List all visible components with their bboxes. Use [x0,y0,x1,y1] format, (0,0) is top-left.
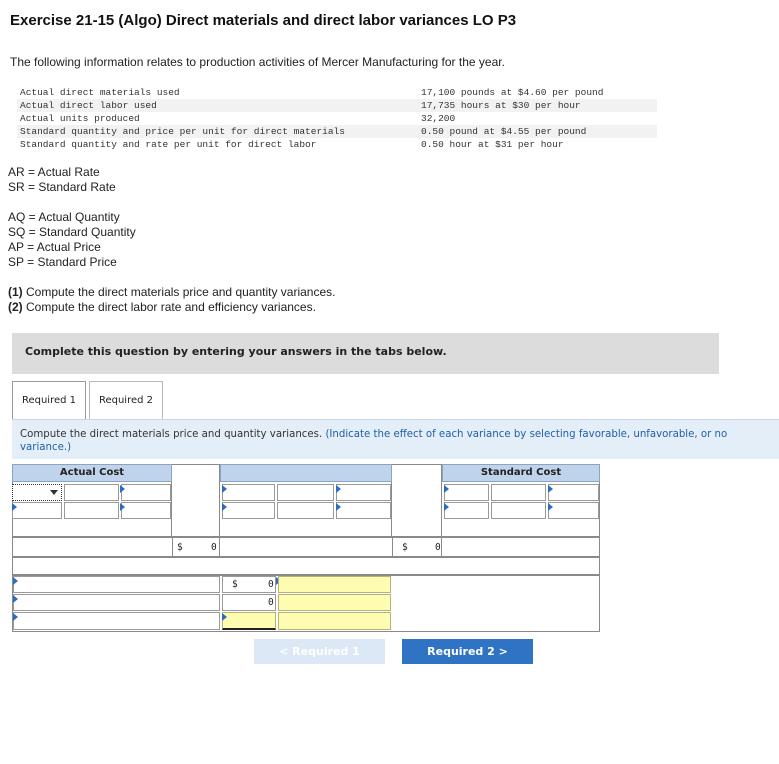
task-2 [8,300,336,315]
def-sr: SR = Standard Rate [8,180,116,194]
standard-row2-b[interactable] [491,502,546,519]
def-sp: SP = Standard Price [8,255,117,269]
def-ap: AP = Actual Price [8,240,101,254]
variance-grid [12,464,600,632]
task-list [8,285,336,315]
standard-total-value: 0 [435,542,441,553]
instruction-text [20,428,779,454]
instructions-banner [12,333,719,374]
variance-1-value: 0 [268,579,274,590]
standard-cost-header: Standard Cost [442,464,600,482]
spacer-block [392,464,442,537]
input-flag-icon [120,503,125,511]
info-row [17,138,657,151]
variance-2-value: 0 [268,597,274,608]
task-1-text: Compute the direct materials price and quantity variances. [22,285,336,299]
task-1 [8,285,336,300]
actual-row2-a[interactable] [12,502,62,519]
instruction-panel [12,419,779,459]
info-label: Standard quantity and rate per unit for direct labor [20,139,317,150]
task-2-number: (2) [8,300,23,314]
chevron-down-icon [50,490,58,495]
variance-effect-select-1[interactable] [278,576,391,593]
info-label: Actual units produced [20,113,140,124]
variance-label-3[interactable] [13,612,220,630]
spacer-block [172,464,220,537]
tab-required-1[interactable]: Required 1 [12,381,86,419]
info-label: Actual direct materials used [20,87,180,98]
info-label: Standard quantity and price per unit for direct materials [20,126,345,137]
info-value: 0.50 hour at $31 per hour [421,139,564,150]
info-value: 17,735 hours at $30 per hour [421,100,581,111]
info-row [17,86,657,99]
instruction-main: Compute the direct materials price and quantity variances. [20,429,323,440]
variance-effect-select-3[interactable] [278,612,391,630]
info-label: Actual direct labor used [20,100,157,111]
input-flag-icon [548,503,553,511]
actual-total-currency: $ [177,542,183,553]
actual-cost-header: Actual Cost [12,464,172,482]
actual-price-input[interactable] [121,484,171,501]
input-flag-icon [13,577,18,585]
input-flag-icon [222,503,227,511]
standard-total-currency: $ [402,542,408,553]
info-value: 17,100 pounds at $4.60 per pound [421,87,604,98]
input-flag-icon [222,485,227,493]
middle-row2-a[interactable] [222,502,275,519]
next-required-button[interactable]: Required 2 > [402,639,533,664]
variance-label-1[interactable] [13,576,220,593]
variance-effect-select-2[interactable] [278,594,391,611]
quantity-definitions [8,210,136,270]
standard-row2-c[interactable] [548,502,599,519]
totals-row [12,537,600,557]
variance-1-currency: $ [232,579,238,590]
def-ar: AR = Actual Rate [8,165,100,179]
input-flag-icon [444,485,449,493]
variance-total-input[interactable] [222,612,276,630]
actual-row2-b[interactable] [64,502,119,519]
input-flag-icon [13,595,18,603]
standard-quantity-input[interactable] [444,484,489,501]
variance-label-2[interactable] [13,594,220,611]
input-flag-icon [444,503,449,511]
def-sq: SQ = Standard Quantity [8,225,136,239]
actual-row2-c[interactable] [121,502,171,519]
instruction-hint: (Indicate the effect of each variance by selecting favorable, unfavorable, or no variance.) [20,429,728,453]
input-flag-icon [13,613,18,621]
input-flag-icon [12,503,17,511]
input-flag-icon [222,613,227,621]
middle-quantity-input[interactable] [222,484,275,501]
task-2-text: Compute the direct labor rate and efficiency variances. [22,300,316,314]
input-flag-icon [548,485,553,493]
info-row [17,125,657,138]
blank-row [12,557,600,575]
actual-total-value: 0 [211,542,217,553]
standard-row2-a[interactable] [444,502,489,519]
page-title: Exercise 21-15 (Algo) Direct materials and direct labor variances LO P3 [10,12,517,29]
middle-row2-c[interactable] [336,502,391,519]
input-flag-icon [336,503,341,511]
prev-required-button[interactable]: < Required 1 [254,639,385,664]
info-row [17,112,657,125]
standard-price-input[interactable] [548,484,599,501]
middle-mid-input[interactable] [277,484,334,501]
tab-required-2[interactable]: Required 2 [89,381,163,419]
middle-header [220,464,392,482]
banner-text: Complete this question by entering your answers in the tabs below. [25,345,447,358]
rate-definitions [8,165,116,195]
info-row [17,99,657,112]
middle-row2-b[interactable] [277,502,334,519]
def-aq: AQ = Actual Quantity [8,210,120,224]
info-value: 0.50 pound at $4.55 per pound [421,126,587,137]
task-1-number: (1) [8,285,23,299]
actual-quantity-input[interactable] [64,484,119,501]
input-flag-icon [120,485,125,493]
input-flag-icon [336,485,341,493]
info-value: 32,200 [421,113,456,124]
middle-price-input[interactable] [336,484,391,501]
intro-text: The following information relates to production activities of Mercer Manufacturing for the year. [10,55,505,69]
actual-quantity-select[interactable] [12,484,62,501]
standard-mid-input[interactable] [491,484,546,501]
